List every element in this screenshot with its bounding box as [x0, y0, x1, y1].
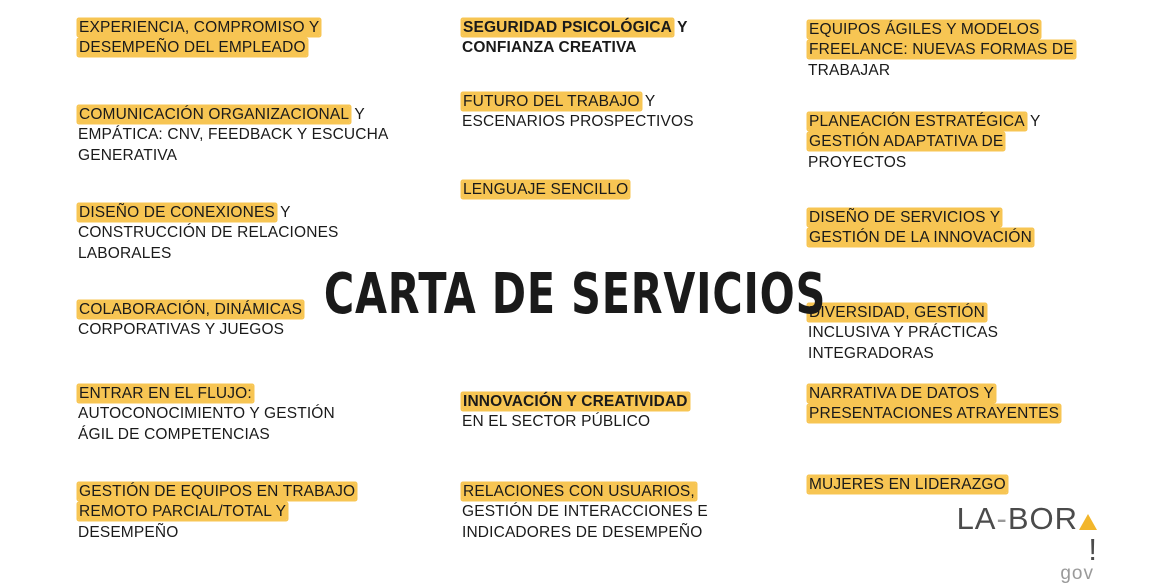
service-line: [808, 384, 1060, 404]
service-line: [78, 502, 356, 522]
service-item-seguridad-psicologica: [462, 18, 688, 59]
service-line-text: LENGUAJE SENCILLO: [463, 181, 629, 198]
service-line: [808, 208, 1033, 228]
service-line: [78, 38, 320, 58]
service-line: [78, 146, 388, 166]
logo-wordmark: [948, 503, 1098, 565]
service-line-text: INNOVACIÓN Y CREATIVIDAD: [463, 393, 688, 410]
service-line-tail: Y: [640, 93, 656, 110]
service-item-futuro-del-trabajo: [462, 92, 694, 133]
service-line: [808, 61, 1075, 81]
service-line: [78, 404, 335, 424]
service-item-diseno-de-conexiones: [78, 203, 339, 264]
service-line: [462, 412, 689, 432]
service-line: [808, 40, 1075, 60]
service-line-text: DESEMPEÑO DEL EMPLEADO: [79, 39, 306, 57]
service-line-text: AUTOCONOCIMIENTO Y GESTIÓN: [78, 405, 335, 423]
logo-part-bor: BOR: [1007, 501, 1078, 536]
service-line-text: SEGURIDAD PSICOLÓGICA: [463, 19, 672, 36]
service-line-text: MUJERES EN LIDERAZGO: [809, 476, 1006, 493]
service-line-text: EQUIPOS ÁGILES Y MODELOS: [809, 21, 1040, 38]
service-line: [462, 18, 688, 38]
service-line: [462, 482, 708, 502]
service-item-narrativa-de-datos: [808, 384, 1060, 425]
service-line-text: GESTIÓN DE EQUIPOS EN TRABAJO: [79, 483, 356, 500]
service-item-innovacion-y-creatividad: [462, 392, 689, 433]
service-line-text: PLANEACIÓN ESTRATÉGICA: [809, 113, 1025, 130]
service-item-entrar-en-el-flujo: [78, 384, 335, 445]
service-line-text: TRABAJAR: [808, 61, 891, 79]
service-line-text: INCLUSIVA Y PRÁCTICAS: [808, 324, 999, 342]
page-title: CARTA DE SERVICIOS: [323, 262, 827, 327]
service-line-text: ENTRAR EN EL FLUJO:: [79, 385, 252, 402]
service-item-planeacion-estrategica: [808, 112, 1040, 173]
service-line-text: DISEÑO DE CONEXIONES: [79, 204, 275, 221]
service-line-text: INTEGRADORAS: [808, 344, 934, 362]
service-line: [462, 38, 688, 58]
service-line: [462, 112, 694, 132]
service-line-text: ÁGIL DE COMPETENCIAS: [78, 425, 270, 443]
service-line-text: GENERATIVA: [78, 146, 178, 164]
service-line: [462, 502, 708, 522]
service-line: [462, 523, 708, 543]
service-line: [808, 112, 1040, 132]
service-line: [462, 392, 689, 412]
service-line-text: DIVERSIDAD, GESTIÓN: [809, 304, 985, 321]
service-item-equipos-agiles-freelance: [808, 20, 1075, 81]
service-line-text: COLABORACIÓN, DINÁMICAS: [79, 301, 303, 318]
service-line-tail: Y: [350, 106, 365, 123]
service-line-text: GESTIÓN DE LA INNOVACIÓN: [809, 229, 1032, 247]
service-item-comunicacion-organizacional: [78, 105, 388, 166]
service-line-text: CONFIANZA CREATIVA: [462, 39, 637, 57]
service-line-text: REMOTO PARCIAL/TOTAL Y: [79, 503, 287, 521]
service-line: [78, 482, 356, 502]
service-line: [78, 523, 356, 543]
service-line: [78, 125, 388, 145]
service-line-text: FREELANCE: NUEVAS FORMAS DE: [809, 41, 1074, 59]
service-line-text: DISEÑO DE SERVICIOS Y: [809, 209, 1001, 226]
service-line: [78, 384, 335, 404]
service-line-text: DESEMPEÑO: [78, 523, 179, 541]
logo-labora-gov: [948, 501, 1098, 584]
service-line-text: ESCENARIOS PROSPECTIVOS: [462, 113, 694, 131]
service-line: [808, 153, 1040, 173]
service-item-mujeres-en-liderazgo: [808, 475, 1007, 495]
service-line: [808, 20, 1075, 40]
service-item-relaciones-con-usuarios: [462, 482, 708, 543]
triangle-a-icon: [1079, 514, 1097, 530]
service-line-text: COMUNICACIÓN ORGANIZACIONAL: [79, 106, 350, 123]
service-line: [808, 404, 1060, 424]
service-line-text: EXPERIENCIA, COMPROMISO Y: [79, 19, 320, 36]
service-line: [78, 105, 388, 125]
service-line: [78, 223, 339, 243]
service-line-text: EN EL SECTOR PÚBLICO: [462, 413, 651, 431]
service-line-text: PROYECTOS: [808, 153, 907, 171]
logo-subtext: gov: [1060, 563, 1094, 584]
logo-part-excl: !: [1088, 532, 1098, 567]
service-line-tail: Y: [672, 19, 688, 36]
service-line-text: GESTIÓN ADAPTATIVA DE: [809, 133, 1004, 151]
service-line: [78, 203, 339, 223]
logo-part-la: LA: [956, 501, 997, 536]
service-line-text: RELACIONES CON USUARIOS,: [463, 483, 695, 500]
service-item-lenguaje-sencillo: [462, 180, 629, 200]
service-line-tail: Y: [275, 204, 291, 221]
service-line-text: INDICADORES DE DESEMPEÑO: [462, 523, 703, 541]
service-line-text: EMPÁTICA: CNV, FEEDBACK Y ESCUCHA: [78, 126, 389, 144]
service-line-tail: Y: [1025, 113, 1041, 130]
service-item-gestion-equipos-trabajo-remoto: [78, 482, 356, 543]
service-line: [78, 425, 335, 445]
service-line-text: LABORALES: [78, 244, 172, 262]
service-line: [808, 344, 998, 364]
service-line: [808, 132, 1040, 152]
service-line: [808, 228, 1033, 248]
service-line-text: FUTURO DEL TRABAJO: [463, 93, 640, 110]
service-line-text: PRESENTACIONES ATRAYENTES: [809, 405, 1060, 423]
service-line: [462, 180, 629, 200]
service-line: [808, 475, 1007, 495]
service-line-text: GESTIÓN DE INTERACCIONES E: [462, 503, 708, 521]
service-item-experiencia-compromiso: [78, 18, 320, 59]
service-line-text: CONSTRUCCIÓN DE RELACIONES: [78, 224, 339, 242]
logo-separator: -: [996, 501, 1008, 536]
service-line-text: NARRATIVA DE DATOS Y: [809, 385, 995, 402]
service-line: [78, 18, 320, 38]
service-item-diseno-de-servicios: [808, 208, 1033, 249]
service-line-text: CORPORATIVAS Y JUEGOS: [78, 321, 285, 339]
service-line: [462, 92, 694, 112]
